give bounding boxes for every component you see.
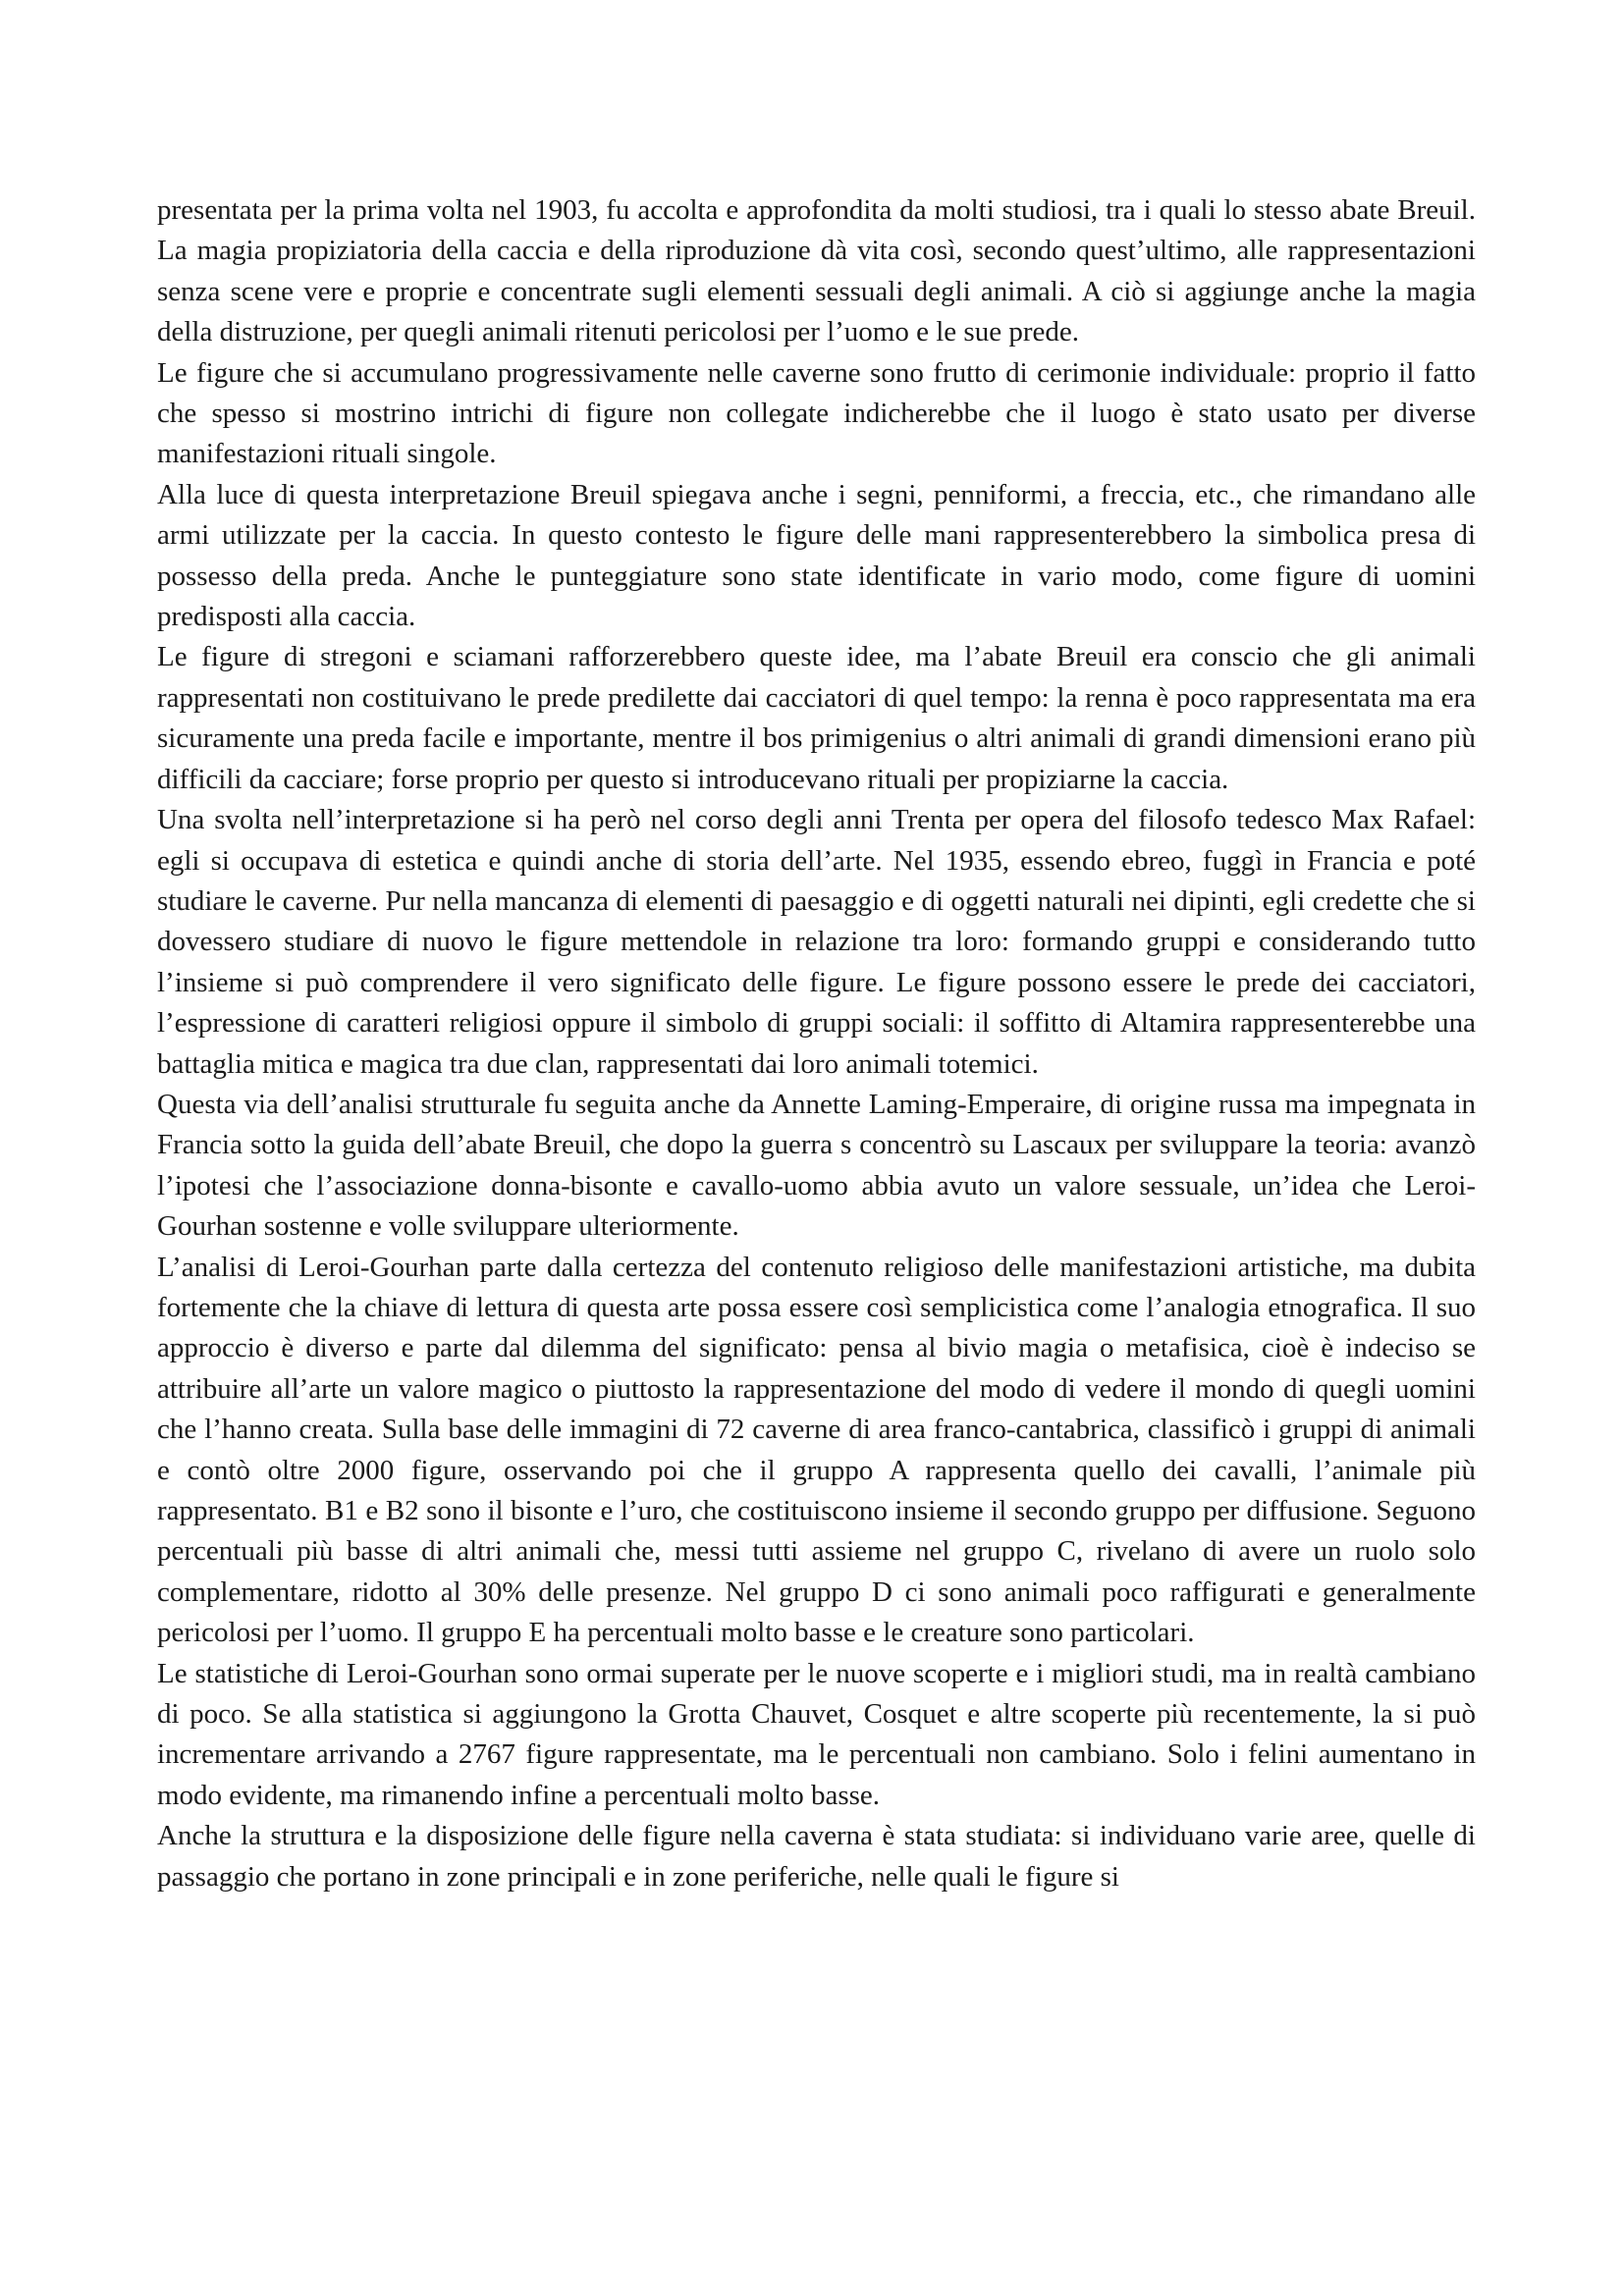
paragraph-cave-structure: Anche la struttura e la disposizione delle figure nella caverna è stata studiata: si individuano varie aree, quelle di passaggio che portano in zone principali e in zone periferiche, nelle quali le figure si [157,1820,1476,1893]
paragraph-max-rafael: Una svolta nell’interpretazione si ha però nel corso degli anni Trenta per opera del filosofo tedesco Max Rafael: egli si occupava di estetica e quindi anche di storia dell’arte. Nel 1935, essendo ebreo, fuggì in Francia e poté studiare le caverne. Pur nella mancanza di elementi di paesaggio e di oggetti naturali nei dipinti, egli credette che si dovessero studiare di nuovo le figure mettendole in relazione tra loro: formando gruppi e considerando tutto l’insieme si può comprendere il vero significato delle figure. Le figure possono essere le prede dei cacciatori, l’espressione di caratteri religiosi oppure il simbolo di gruppi sociali: il soffitto di Altamira rappresenterebbe una battaglia mitica e magica tra due clan, rappresentati dai loro animali totemici. [157,804,1476,1080]
paragraph-magic-theory: presentata per la prima volta nel 1903, fu accolta e approfondita da molti studiosi, tra i quali lo stesso abate Breuil. La magia propiziatoria della caccia e della riproduzione dà vita così, secondo quest’ultimo, alle rappresentazioni senza scene vere e proprie e concentrate sugli elementi sessuali degli animali. A ciò si aggiunge anche la magia della distruzione, per quegli animali ritenuti pericolosi per l’uomo e le sue prede. [157,194,1476,348]
paragraph-signs-interpretation: Alla luce di questa interpretazione Breuil spiegava anche i segni, penniformi, a freccia, etc., che rimandano alle armi utilizzate per la caccia. In questo contesto le figure delle mani rappresenterebbero la simbolica presa di possesso della preda. Anche le punteggiature sono state identificate in vario modo, come figure di uomini predisposti alla caccia. [157,478,1476,633]
document-body [157,190,1476,1897]
paragraph-sorcerers-shamans: Le figure di stregoni e sciamani rafforzerebbero queste idee, ma l’abate Breuil era conscio che gli animali rappresentati non costituivano le prede predilette dai cacciatori di quel tempo: la renna è poco rappresentata ma era sicuramente una preda facile e importante, mentre il bos primigenius o altri animali di grandi dimensioni erano più difficili da cacciare; forse proprio per questo si introducevano rituali per propiziarne la caccia. [157,641,1476,795]
paragraph-leroi-gourhan-analysis: L’analisi di Leroi-Gourhan parte dalla certezza del contenuto religioso delle manifestazioni artistiche, ma dubita fortemente che la chiave di lettura di questa arte possa essere così semplicistica come l’analogia etnografica. Il suo approccio è diverso e parte dal dilemma del significato: pensa al bivio magia o metafisica, cioè è indeciso se attribuire all’arte un valore magico o piuttosto la rappresentazione del modo di vedere il mondo di quegli uomini che l’hanno creata. Sulla base delle immagini di 72 caverne di area franco-cantabrica, classificò i gruppi di animali e contò oltre 2000 figure, osservando poi che il gruppo A rappresenta quello dei cavalli, l’animale più rappresentato. B1 e B2 sono il bisonte e l’uro, che costituiscono insieme il secondo gruppo per diffusione. Seguono percentuali più basse di altri animali che, messi tutti assieme nel gruppo C, rivelano di avere un ruolo solo complementare, ridotto al 30% delle presenze. Nel gruppo D ci sono animali poco raffigurati e generalmente pericolosi per l’uomo. Il gruppo E ha percentuali molto basse e le creature sono particolari. [157,1251,1476,1649]
paragraph-individual-ceremonies: Le figure che si accumulano progressivamente nelle caverne sono frutto di cerimonie individuale: proprio il fatto che spesso si mostrino intrichi di figure non collegate indicherebbe che il luogo è stato usato per diverse manifestazioni rituali singole. [157,356,1476,470]
paragraph-statistics: Le statistiche di Leroi-Gourhan sono ormai superate per le nuove scoperte e i migliori studi, ma in realtà cambiano di poco. Se alla statistica si aggiungono la Grotta Chauvet, Cosquet e altre scoperte più recentemente, la si può incrementare arrivando a 2767 figure rappresentate, ma le percentuali non cambiano. Solo i felini aumentano in modo evidente, ma rimanendo infine a percentuali molto basse. [157,1657,1476,1811]
paragraph-laming-emperaire: Questa via dell’analisi strutturale fu seguita anche da Annette Laming-Emperaire, di origine russa ma impegnata in Francia sotto la guida dell’abate Breuil, che dopo la guerra s concentrò su Lascaux per sviluppare la teoria: avanzò l’ipotesi che l’associazione donna-bisonte e cavallo-uomo abbia avuto un valore sessuale, un’idea che Leroi-Gourhan sostenne e volle sviluppare ulteriormente. [157,1088,1476,1243]
